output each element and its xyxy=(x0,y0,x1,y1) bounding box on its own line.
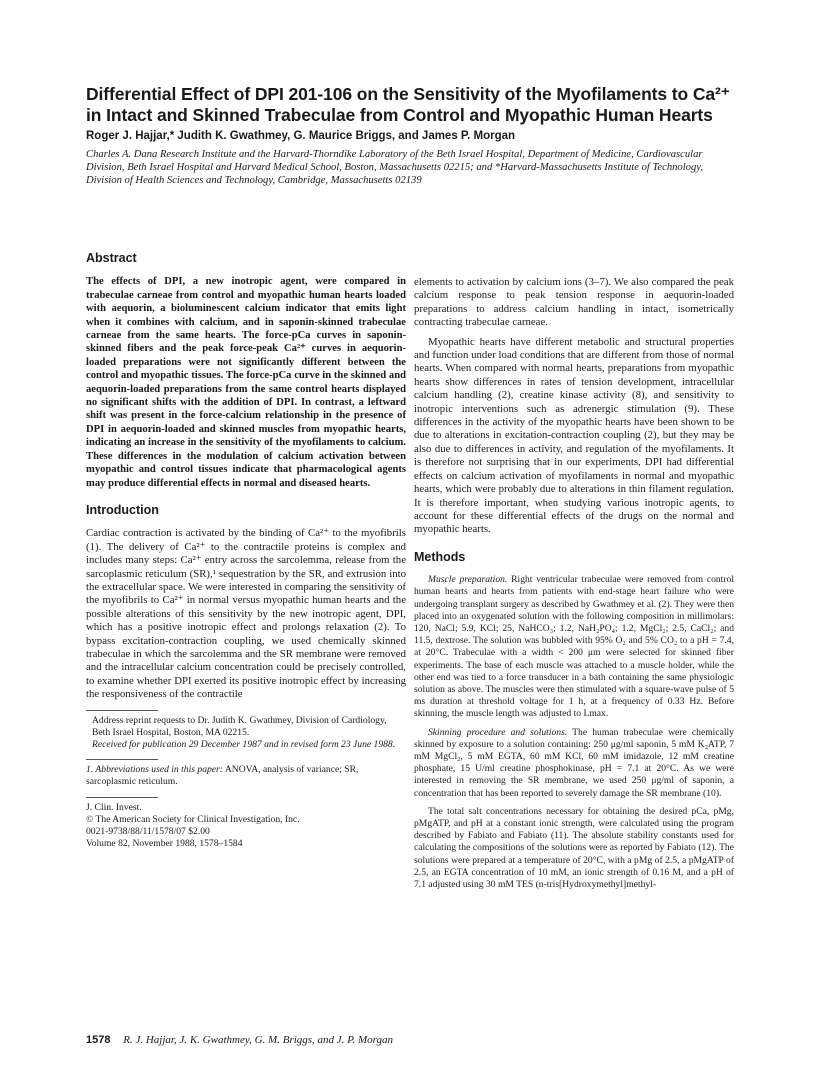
title-line-2: in Intact and Skinned Trabeculae from Control and Myopathic Human Hearts xyxy=(86,105,713,125)
muscle-preparation-text: Right ventricular trabeculae were removed from control human hearts and hearts from patients with end-stage heart failure who were undergoing transplant surgery as described by Gwathmey et al. (2). They were then placed into an oxygenated solution with the following composition in millimolars: 120, NaCl; 5.9, KCl; 25, NaHCO₃; 1.2, NaH₂PO₄; 1.2, MgCl₂; 2.5, CaCl₂; and 11.5, dextrose. The solution was bubbled with 95% O₂ and 5% CO₂ to a pH = 7.4, at 20°C. Trabeculae with a width < 200 μm were selected for skinned fiber experiments. The base of each muscle was attached to a muscle holder, while the other end was tied to a force transducer in a bath containing the same physiologic solution as above. The muscles were then stimulated with a square-wave pulse of 5 ms duration at threshold voltage for 1 h, at a frequency of 0.33 Hz. Before skinning, the muscle length was adjusted to Lmax. xyxy=(414,574,735,720)
methods-heading: Methods xyxy=(414,549,466,564)
page-footer xyxy=(86,1034,393,1046)
volume-line: Volume 82, November 1988, 1578–1584 xyxy=(86,838,243,850)
reprint-note: Address reprint requests to Dr. Judith K. Gwathmey, Division of Cardiology, Beth Israel Hospital, Boston, MA 02215. xyxy=(92,714,387,738)
muscle-preparation-label: Muscle preparation. xyxy=(428,574,508,586)
introduction-heading: Introduction xyxy=(86,502,159,517)
salt-concentration-paragraph: The total salt concentrations necessary for obtaining the desired pCa, pMg, pMgATP, and pH at a constant ionic strength, were calculated using the program described by Fabiato and Fabiato (11). The absolute stability constants used for calculating the compositions of the solutions were as reported by Fabiato (12). The solutions were prepared at a temperature of 20°C, with a pMg of 2.5, a pMgATP of 2.5, an EGTA concentration of 10 mM, an ionic strength of 0.16 M, and a pH of 7.1 adjusted using 30 mM TES (n-tris[Hydroxymethyl]methyl- xyxy=(414,805,734,890)
abbreviations-text: ANOVA, analysis of variance; SR, sarcoplasmic reticulum. xyxy=(86,764,359,788)
muscle-preparation-paragraph xyxy=(414,574,734,720)
received-note: Received for publication 29 December 1987 and in revised form 23 June 1988. xyxy=(92,739,396,750)
paper-title xyxy=(86,84,736,126)
affiliation: Charles A. Dana Research Institute and the Harvard-Thorndike Laboratory of the Beth Israel Hospital, Department of Medicine, Cardiovascular Division, Beth Israel Hospital and Harvard Medical School, Boston, Massachusetts 02215; and *Harvard-Massachusetts Institute of Technology, Division of Health Sciences and Technology, Cambridge, Massachusetts 02139 xyxy=(86,149,704,186)
abbreviations-note xyxy=(86,764,406,788)
journal-name: J. Clin. Invest. xyxy=(86,801,142,813)
skinning-paragraph xyxy=(414,727,734,800)
page-number: 1578 xyxy=(86,1034,111,1046)
left-column xyxy=(86,252,406,850)
running-footer-authors: R. J. Hajjar, J. K. Gwathmey, G. M. Briggs, and J. P. Morgan xyxy=(123,1034,394,1046)
introduction-continued: elements to activation by calcium ions (3–7). We also compared the peak calcium response to peak tension response in aequorin-loaded preparations to address calcium handling in intact, isometrically contracting trabeculae carneae. xyxy=(414,276,734,329)
issn-line: 0021-9738/88/11/1578/07 $2.00 xyxy=(86,826,210,838)
footnote-divider-2 xyxy=(86,759,158,760)
footnote-divider xyxy=(86,710,158,711)
abstract-text: The effects of DPI, a new inotropic agent, were compared in trabeculae carneae from control and myopathic human hearts loaded with aequorin, a bioluminescent calcium indicator that emits light when it combines with calcium, and in saponin-skinned trabeculae carneae from the same hearts. The force-pCa curves in saponin-skinned fibers and the peak force-peak Ca²⁺ curves in aequorin-loaded preparations were not significantly different between the control and myopathic tissues. The force-pCa curve in the skinned and aequorin-loaded preparations from the same control hearts displayed no significant shifts with the addition of DPI. In contrast, a leftward shift was present in the force-calcium relationship in the presence of DPI in aequorin-loaded and skinned muscles from myopathic hearts, indicating an increase in the sensitivity of the myofilaments to calcium. These differences in the modulation of calcium activation between myopathic and control tissues indicate that pharmacological agents may produce differential effects in normal and diseased hearts. xyxy=(86,276,406,489)
introduction-paragraph-2: Myopathic hearts have different metabolic and structural properties and function under load conditions that are different from those of normal hearts. When compared with normal hearts, preparations from myopathic hearts show differences in rates of tension development, intracellular calcium handling (2), creatine kinase activity (8), and sensitivity to inotropic interventions such as adrenergic stimulation (9). These differences in the activity of the myopathic hearts have been shown to be due to alterations in excitation-contraction coupling (2), but they may be also due to differences in activity, and regulation of the myofilaments. It is therefore not surprising that in our experiments, DPI had differential effects on calcium activation of myofilaments in normal and myopathic hearts, which were probably due to alterations in thin filament regulation. It is therefore important, when studying various inotropic agents, to account for these differential effects of the drugs on the normal and myopathic hearts. xyxy=(414,335,734,536)
copyright-line: © The American Society for Clinical Investigation, Inc. xyxy=(86,813,300,825)
abstract-heading: Abstract xyxy=(86,251,137,265)
author-list: Roger J. Hajjar,* Judith K. Gwathmey, G. Maurice Briggs, and James P. Morgan xyxy=(86,130,516,142)
skinning-label: Skinning procedure and solutions. xyxy=(428,726,568,738)
right-column xyxy=(414,276,734,891)
footnote-divider-3 xyxy=(86,797,158,798)
abbreviations-label: 1. Abbreviations used in this paper: xyxy=(86,764,223,776)
title-line-1: Differential Effect of DPI 201-106 on the Sensitivity of the Myofilaments to Ca²⁺ xyxy=(86,84,730,104)
introduction-paragraph-1: Cardiac contraction is activated by the binding of Ca²⁺ to the myofibrils (1). The delivery of Ca²⁺ to the contractile proteins is complex and includes many steps: Ca²⁺ entry across the sarcolemma, release from the sarcoplasmic reticulum (SR),¹ sequestration by the SR, and extrusion into the extracellular space. We were interested in comparing the sensitivity of the myofibrils to Ca²⁺ in normal versus myopathic human hearts and the possible alterations of this sensitivity by the new inotropic agent, DPI, which has a positive inotropic effect and prolongs relaxation (2). To bypass excitation-contraction coupling, we used chemically skinned trabeculae in which the sarcolemma and the SR membrane were removed and the intracellular calcium concentration could be precisely controlled, to examine whether DPI exerted its positive inotropic effect by increasing the responsiveness of the contractile xyxy=(86,527,406,701)
skinning-text: The human trabeculae were chemically skinned by exposure to a solution containing: 250 μg/ml saponin, 5 mM K₂ATP, 7 mM MgCl₂, 5 mM EGTA, 60 mM KCl, 60 mM imidazole, 12 mM creatine phosphate, 15 U/ml creatine phosphokinase, pH = 7.1 at 20°C. As we were interested in removing the SR membrane, we used 250 μg/ml of saponin, a concentration that has been reported to severely damage the SR membrane (10). xyxy=(414,726,734,799)
